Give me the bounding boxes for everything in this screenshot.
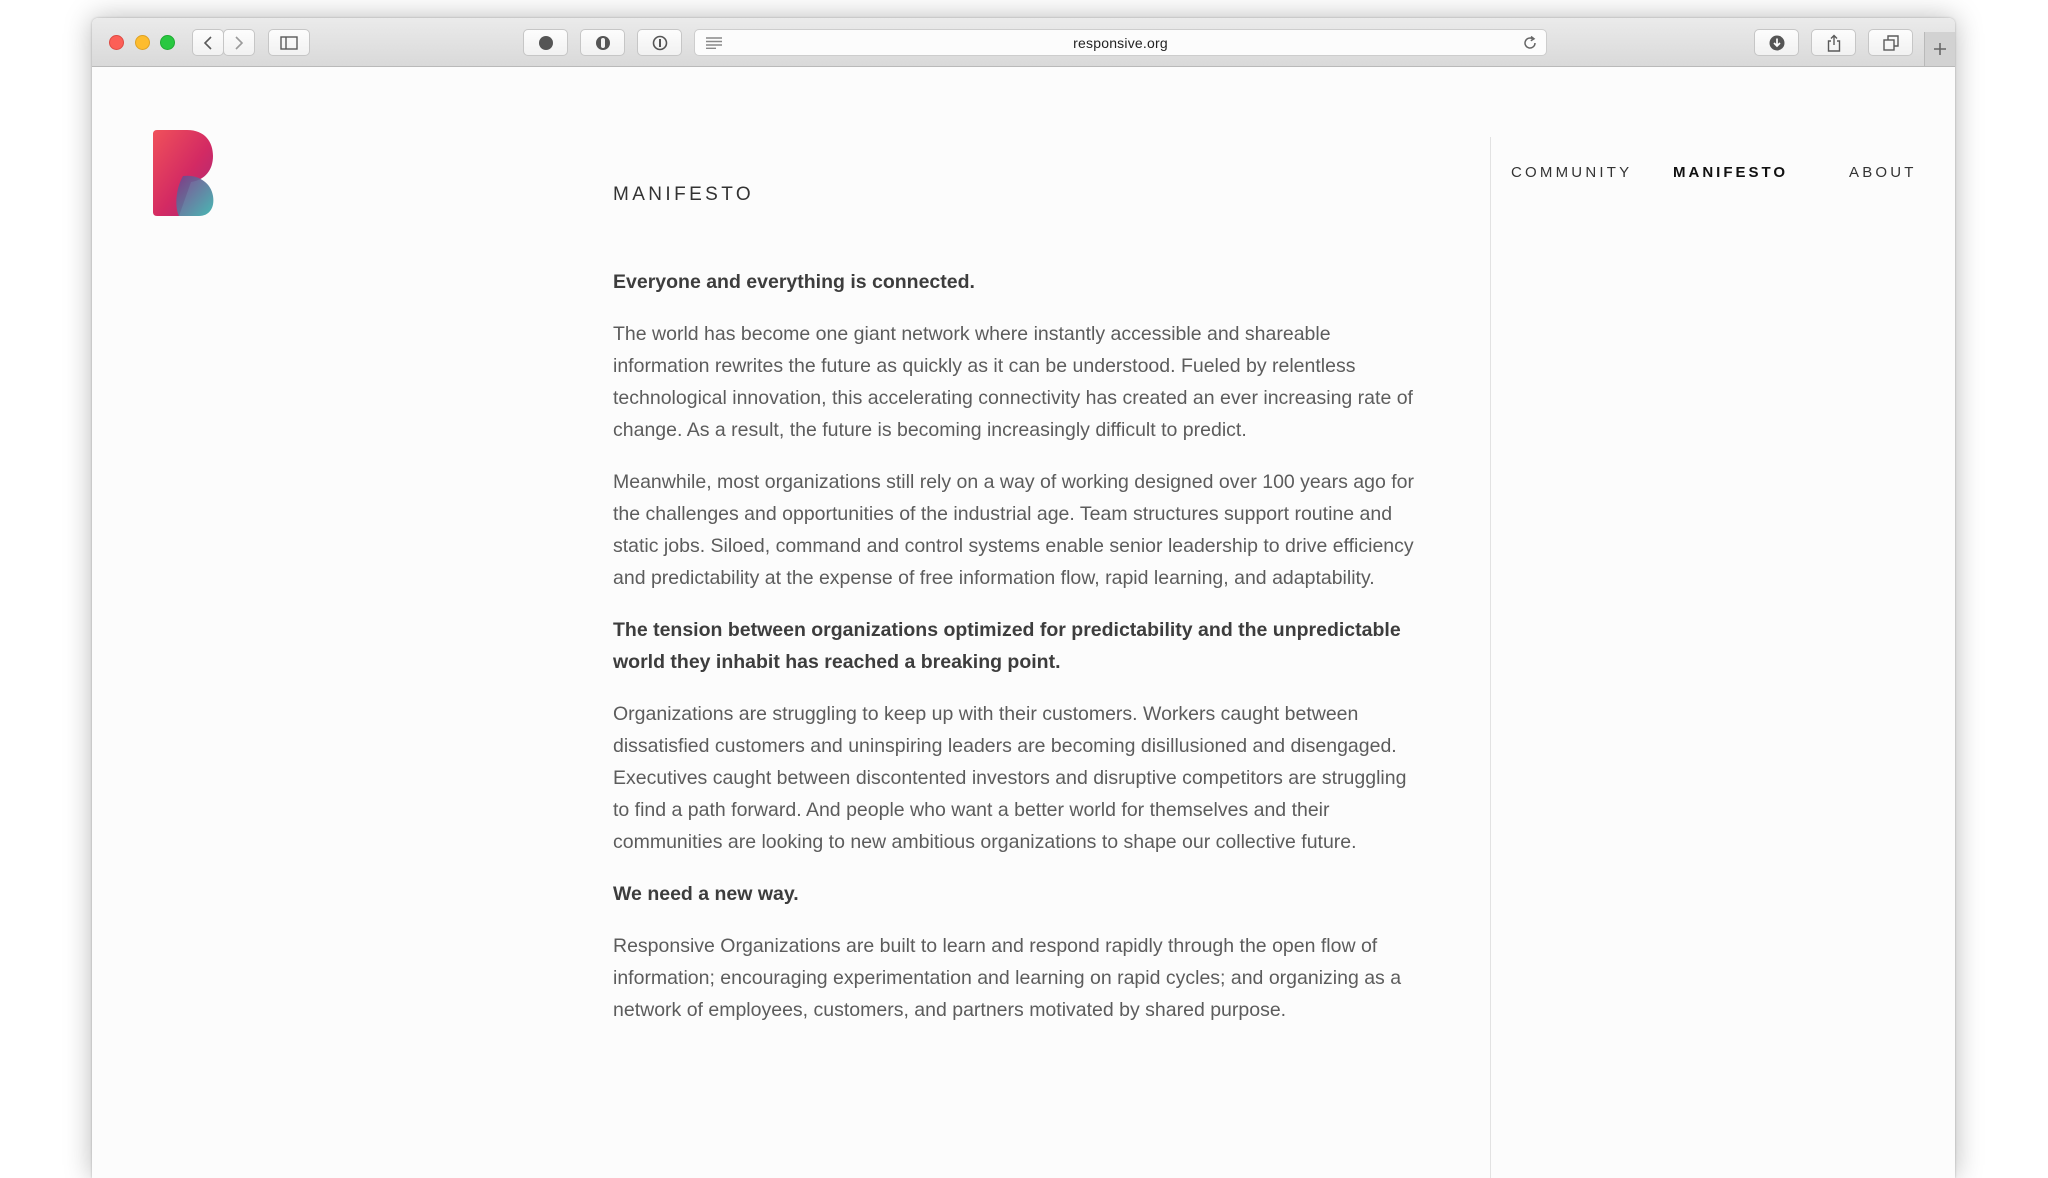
chevron-right-icon xyxy=(234,36,244,50)
share-button[interactable] xyxy=(1811,29,1856,56)
paragraph-heading: We need a new way. xyxy=(613,883,799,905)
page-title: MANIFESTO xyxy=(613,184,755,205)
ghostery-icon xyxy=(595,35,611,51)
reload-icon[interactable] xyxy=(1522,35,1538,51)
minimize-window-button[interactable] xyxy=(135,35,150,50)
extension-button-3[interactable] xyxy=(637,29,682,56)
manifesto-article xyxy=(613,184,1423,1046)
url-text: responsive.org xyxy=(1073,35,1168,51)
tabs-icon xyxy=(1883,35,1899,51)
paragraph-heading: Everyone and everything is connected. xyxy=(613,271,975,293)
sidebar-icon xyxy=(280,36,298,50)
forward-button[interactable] xyxy=(223,29,255,56)
tab-overview-button[interactable] xyxy=(1868,29,1913,56)
responsive-logo[interactable] xyxy=(153,130,215,216)
paragraph: Organizations are struggling to keep up with their customers. Workers caught between dissatisfied customers and uninspiring leaders are becoming disillusioned and disengaged. Executives caught between discontented investors and disruptive competitors are struggling to find a path forward. And people who want a better world for themselves and their communities are looking to new ambitious organizations to shape our collective future. xyxy=(613,703,1407,853)
extension-button-2[interactable] xyxy=(580,29,625,56)
zoom-window-button[interactable] xyxy=(160,35,175,50)
info-icon xyxy=(652,35,668,51)
nav-manifesto[interactable]: MANIFESTO xyxy=(1673,164,1789,181)
paragraph: Responsive Organizations are built to learn and respond rapidly through the open flow of information; encouraging experimentation and learning on rapid cycles; and organizing as a network of employees, customers, and partners motivated by shared purpose. xyxy=(613,935,1402,1021)
back-button[interactable] xyxy=(192,29,224,56)
nav-about[interactable]: ABOUT xyxy=(1849,164,1917,181)
page-content xyxy=(92,67,1955,1178)
close-window-button[interactable] xyxy=(109,35,124,50)
sidebar-toggle-button[interactable] xyxy=(268,29,310,56)
paragraph: Meanwhile, most organizations still rely on a way of working designed over 100 years ago for the challenges and opportunities of the industrial age. Team structures support routine and static jobs. Siloed, command and control systems enable senior leadership to drive efficiency and predictability at the expense of free information flow, rapid learning, and adaptability. xyxy=(613,471,1414,589)
paragraph: The world has become one giant network where instantly accessible and shareable information rewrites the future as quickly as it can be understood. Fueled by relentless technological innovation, this accelerating connectivity has created an ever increasing rate of change. As a result, the future is becoming increasingly difficult to predict. xyxy=(613,323,1413,441)
nav-community[interactable]: COMMUNITY xyxy=(1511,164,1633,181)
new-tab-button[interactable] xyxy=(1924,32,1955,66)
download-icon xyxy=(1769,35,1785,51)
extension-button-1[interactable] xyxy=(523,29,568,56)
nav-divider xyxy=(1490,137,1491,1178)
downloads-button[interactable] xyxy=(1754,29,1799,56)
browser-window xyxy=(92,18,1955,1178)
browser-toolbar xyxy=(92,18,1955,67)
paragraph-heading: The tension between organizations optimized for predictability and the unpredictable world they inhabit has reached a breaking point. xyxy=(613,619,1401,673)
plus-icon xyxy=(1933,42,1947,56)
chevron-left-icon xyxy=(203,36,213,50)
extension-circle-icon xyxy=(538,35,554,51)
share-icon xyxy=(1827,34,1841,52)
address-bar[interactable] xyxy=(694,29,1547,56)
